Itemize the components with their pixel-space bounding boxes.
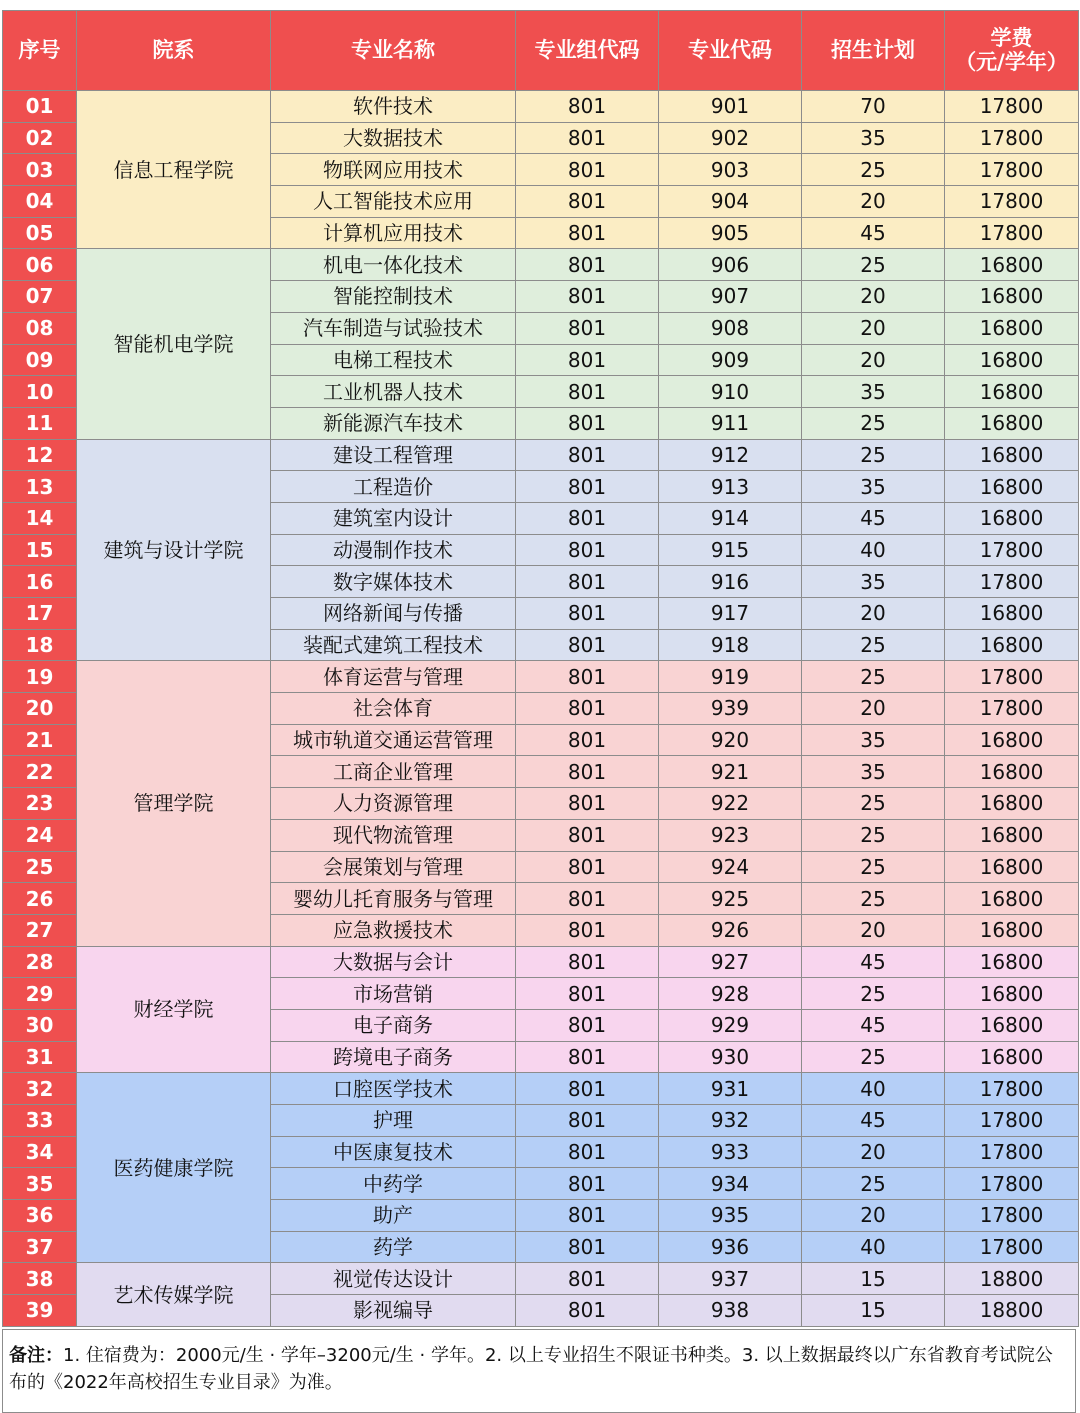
group-code-cell: 801 bbox=[516, 1200, 659, 1232]
plan-cell: 25 bbox=[802, 439, 945, 471]
header-major-name: 专业名称 bbox=[271, 11, 516, 91]
major-code-cell: 932 bbox=[659, 1105, 802, 1137]
group-code-cell: 801 bbox=[516, 1231, 659, 1263]
group-code-cell: 801 bbox=[516, 1168, 659, 1200]
header-group-code: 专业组代码 bbox=[516, 11, 659, 91]
tuition-cell: 16800 bbox=[945, 376, 1079, 408]
major-code-cell: 920 bbox=[659, 724, 802, 756]
seq-cell: 39 bbox=[3, 1295, 77, 1327]
tuition-cell: 16800 bbox=[945, 407, 1079, 439]
plan-cell: 25 bbox=[802, 407, 945, 439]
tuition-cell: 16800 bbox=[945, 724, 1079, 756]
seq-cell: 26 bbox=[3, 883, 77, 915]
header-department: 院系 bbox=[77, 11, 271, 91]
seq-cell: 28 bbox=[3, 946, 77, 978]
tuition-cell: 16800 bbox=[945, 851, 1079, 883]
group-code-cell: 801 bbox=[516, 344, 659, 376]
plan-cell: 35 bbox=[802, 376, 945, 408]
major-name-cell: 影视编导 bbox=[271, 1295, 516, 1327]
major-code-cell: 901 bbox=[659, 91, 802, 123]
table-row bbox=[3, 249, 1079, 281]
seq-cell: 06 bbox=[3, 249, 77, 281]
group-code-cell: 801 bbox=[516, 598, 659, 630]
department-cell: 医药健康学院 bbox=[77, 1073, 271, 1263]
tuition-cell: 17800 bbox=[945, 1168, 1079, 1200]
major-name-cell: 市场营销 bbox=[271, 978, 516, 1010]
plan-cell: 25 bbox=[802, 851, 945, 883]
major-code-cell: 937 bbox=[659, 1263, 802, 1295]
header-row bbox=[3, 11, 1079, 91]
tuition-cell: 16800 bbox=[945, 978, 1079, 1010]
major-name-cell: 口腔医学技术 bbox=[271, 1073, 516, 1105]
major-code-cell: 917 bbox=[659, 598, 802, 630]
seq-cell: 05 bbox=[3, 217, 77, 249]
major-code-cell: 902 bbox=[659, 122, 802, 154]
group-code-cell: 801 bbox=[516, 502, 659, 534]
group-code-cell: 801 bbox=[516, 154, 659, 186]
tuition-cell: 16800 bbox=[945, 439, 1079, 471]
major-code-cell: 922 bbox=[659, 788, 802, 820]
major-name-cell: 中药学 bbox=[271, 1168, 516, 1200]
group-code-cell: 801 bbox=[516, 1041, 659, 1073]
major-name-cell: 人力资源管理 bbox=[271, 788, 516, 820]
group-code-cell: 801 bbox=[516, 186, 659, 218]
tuition-cell: 16800 bbox=[945, 629, 1079, 661]
seq-cell: 17 bbox=[3, 598, 77, 630]
seq-cell: 31 bbox=[3, 1041, 77, 1073]
tuition-cell: 16800 bbox=[945, 312, 1079, 344]
header-major-code: 专业代码 bbox=[659, 11, 802, 91]
tuition-cell: 16800 bbox=[945, 1041, 1079, 1073]
major-name-cell: 数字媒体技术 bbox=[271, 566, 516, 598]
major-name-cell: 汽车制造与试验技术 bbox=[271, 312, 516, 344]
major-name-cell: 药学 bbox=[271, 1231, 516, 1263]
plan-cell: 35 bbox=[802, 122, 945, 154]
group-code-cell: 801 bbox=[516, 819, 659, 851]
major-name-cell: 视觉传达设计 bbox=[271, 1263, 516, 1295]
plan-cell: 70 bbox=[802, 91, 945, 123]
tuition-cell: 16800 bbox=[945, 946, 1079, 978]
plan-cell: 25 bbox=[802, 819, 945, 851]
major-name-cell: 应急救援技术 bbox=[271, 914, 516, 946]
major-name-cell: 大数据技术 bbox=[271, 122, 516, 154]
plan-cell: 20 bbox=[802, 914, 945, 946]
seq-cell: 20 bbox=[3, 693, 77, 725]
group-code-cell: 801 bbox=[516, 724, 659, 756]
major-code-cell: 930 bbox=[659, 1041, 802, 1073]
seq-cell: 03 bbox=[3, 154, 77, 186]
major-name-cell: 计算机应用技术 bbox=[271, 217, 516, 249]
major-code-cell: 939 bbox=[659, 693, 802, 725]
tuition-cell: 17800 bbox=[945, 122, 1079, 154]
tuition-cell: 16800 bbox=[945, 344, 1079, 376]
tuition-cell: 16800 bbox=[945, 756, 1079, 788]
plan-cell: 25 bbox=[802, 978, 945, 1010]
major-name-cell: 工业机器人技术 bbox=[271, 376, 516, 408]
seq-cell: 29 bbox=[3, 978, 77, 1010]
group-code-cell: 801 bbox=[516, 1295, 659, 1327]
plan-cell: 40 bbox=[802, 1073, 945, 1105]
table-header bbox=[3, 11, 1079, 91]
major-code-cell: 938 bbox=[659, 1295, 802, 1327]
plan-cell: 45 bbox=[802, 946, 945, 978]
seq-cell: 30 bbox=[3, 1009, 77, 1041]
tuition-cell: 16800 bbox=[945, 788, 1079, 820]
seq-cell: 22 bbox=[3, 756, 77, 788]
group-code-cell: 801 bbox=[516, 661, 659, 693]
major-code-cell: 929 bbox=[659, 1009, 802, 1041]
major-code-cell: 918 bbox=[659, 629, 802, 661]
group-code-cell: 801 bbox=[516, 788, 659, 820]
seq-cell: 23 bbox=[3, 788, 77, 820]
tuition-cell: 17800 bbox=[945, 1136, 1079, 1168]
major-name-cell: 智能控制技术 bbox=[271, 281, 516, 313]
footnote-label: 备注： bbox=[9, 1345, 63, 1366]
group-code-cell: 801 bbox=[516, 249, 659, 281]
seq-cell: 38 bbox=[3, 1263, 77, 1295]
seq-cell: 32 bbox=[3, 1073, 77, 1105]
group-code-cell: 801 bbox=[516, 629, 659, 661]
plan-cell: 20 bbox=[802, 344, 945, 376]
major-code-cell: 927 bbox=[659, 946, 802, 978]
tuition-cell: 17800 bbox=[945, 91, 1079, 123]
department-cell: 财经学院 bbox=[77, 946, 271, 1073]
major-code-cell: 935 bbox=[659, 1200, 802, 1232]
tuition-cell: 17800 bbox=[945, 1200, 1079, 1232]
table-row bbox=[3, 439, 1079, 471]
major-name-cell: 助产 bbox=[271, 1200, 516, 1232]
group-code-cell: 801 bbox=[516, 1073, 659, 1105]
major-name-cell: 装配式建筑工程技术 bbox=[271, 629, 516, 661]
major-name-cell: 建设工程管理 bbox=[271, 439, 516, 471]
major-code-cell: 905 bbox=[659, 217, 802, 249]
group-code-cell: 801 bbox=[516, 281, 659, 313]
tuition-cell: 17800 bbox=[945, 154, 1079, 186]
major-code-cell: 919 bbox=[659, 661, 802, 693]
major-code-cell: 903 bbox=[659, 154, 802, 186]
tuition-cell: 17800 bbox=[945, 1231, 1079, 1263]
major-name-cell: 物联网应用技术 bbox=[271, 154, 516, 186]
major-code-cell: 904 bbox=[659, 186, 802, 218]
tuition-cell: 17800 bbox=[945, 566, 1079, 598]
header-tuition: 学费 （元/学年） bbox=[945, 11, 1079, 91]
major-name-cell: 现代物流管理 bbox=[271, 819, 516, 851]
seq-cell: 01 bbox=[3, 91, 77, 123]
plan-cell: 25 bbox=[802, 883, 945, 915]
major-code-cell: 907 bbox=[659, 281, 802, 313]
department-cell: 信息工程学院 bbox=[77, 91, 271, 249]
major-code-cell: 914 bbox=[659, 502, 802, 534]
footnote bbox=[2, 1329, 1076, 1413]
plan-cell: 20 bbox=[802, 281, 945, 313]
major-code-cell: 915 bbox=[659, 534, 802, 566]
department-cell: 建筑与设计学院 bbox=[77, 439, 271, 661]
group-code-cell: 801 bbox=[516, 376, 659, 408]
tuition-cell: 17800 bbox=[945, 1105, 1079, 1137]
footnote-text: 1. 住宿费为：2000元/生 · 学年–3200元/生 · 学年。2. 以上专业招生不限证书种类。3. 以上数据最终以广东省教育考试院公布的《2022年高校招生专业目录》为准。 bbox=[9, 1345, 1053, 1393]
major-code-cell: 928 bbox=[659, 978, 802, 1010]
major-name-cell: 中医康复技术 bbox=[271, 1136, 516, 1168]
plan-cell: 20 bbox=[802, 186, 945, 218]
plan-cell: 35 bbox=[802, 756, 945, 788]
major-code-cell: 924 bbox=[659, 851, 802, 883]
table-row bbox=[3, 91, 1079, 123]
group-code-cell: 801 bbox=[516, 851, 659, 883]
group-code-cell: 801 bbox=[516, 1136, 659, 1168]
department-cell: 管理学院 bbox=[77, 661, 271, 946]
seq-cell: 02 bbox=[3, 122, 77, 154]
seq-cell: 37 bbox=[3, 1231, 77, 1263]
major-name-cell: 动漫制作技术 bbox=[271, 534, 516, 566]
major-code-cell: 909 bbox=[659, 344, 802, 376]
seq-cell: 18 bbox=[3, 629, 77, 661]
header-seq: 序号 bbox=[3, 11, 77, 91]
plan-cell: 40 bbox=[802, 534, 945, 566]
seq-cell: 16 bbox=[3, 566, 77, 598]
group-code-cell: 801 bbox=[516, 978, 659, 1010]
table-row bbox=[3, 661, 1079, 693]
plan-cell: 25 bbox=[802, 629, 945, 661]
group-code-cell: 801 bbox=[516, 946, 659, 978]
major-code-cell: 911 bbox=[659, 407, 802, 439]
table-row bbox=[3, 1073, 1079, 1105]
seq-cell: 13 bbox=[3, 471, 77, 503]
group-code-cell: 801 bbox=[516, 471, 659, 503]
plan-cell: 45 bbox=[802, 502, 945, 534]
department-cell: 智能机电学院 bbox=[77, 249, 271, 439]
tuition-cell: 16800 bbox=[945, 249, 1079, 281]
seq-cell: 14 bbox=[3, 502, 77, 534]
plan-cell: 25 bbox=[802, 1041, 945, 1073]
seq-cell: 10 bbox=[3, 376, 77, 408]
tuition-cell: 16800 bbox=[945, 598, 1079, 630]
plan-cell: 35 bbox=[802, 471, 945, 503]
major-name-cell: 体育运营与管理 bbox=[271, 661, 516, 693]
table-body bbox=[3, 91, 1079, 1327]
group-code-cell: 801 bbox=[516, 1263, 659, 1295]
major-code-cell: 926 bbox=[659, 914, 802, 946]
seq-cell: 34 bbox=[3, 1136, 77, 1168]
plan-cell: 25 bbox=[802, 154, 945, 186]
tuition-cell: 18800 bbox=[945, 1295, 1079, 1327]
tuition-cell: 16800 bbox=[945, 471, 1079, 503]
tuition-cell: 16800 bbox=[945, 819, 1079, 851]
group-code-cell: 801 bbox=[516, 914, 659, 946]
major-name-cell: 机电一体化技术 bbox=[271, 249, 516, 281]
plan-cell: 25 bbox=[802, 661, 945, 693]
group-code-cell: 801 bbox=[516, 1105, 659, 1137]
group-code-cell: 801 bbox=[516, 534, 659, 566]
major-name-cell: 会展策划与管理 bbox=[271, 851, 516, 883]
header-enrollment-plan: 招生计划 bbox=[802, 11, 945, 91]
major-code-cell: 910 bbox=[659, 376, 802, 408]
seq-cell: 15 bbox=[3, 534, 77, 566]
seq-cell: 27 bbox=[3, 914, 77, 946]
group-code-cell: 801 bbox=[516, 883, 659, 915]
tuition-cell: 16800 bbox=[945, 281, 1079, 313]
major-name-cell: 人工智能技术应用 bbox=[271, 186, 516, 218]
plan-cell: 20 bbox=[802, 693, 945, 725]
seq-cell: 07 bbox=[3, 281, 77, 313]
major-code-cell: 934 bbox=[659, 1168, 802, 1200]
major-code-cell: 912 bbox=[659, 439, 802, 471]
seq-cell: 35 bbox=[3, 1168, 77, 1200]
major-name-cell: 建筑室内设计 bbox=[271, 502, 516, 534]
major-code-cell: 908 bbox=[659, 312, 802, 344]
enrollment-table bbox=[2, 10, 1079, 1327]
major-code-cell: 936 bbox=[659, 1231, 802, 1263]
major-name-cell: 工程造价 bbox=[271, 471, 516, 503]
plan-cell: 25 bbox=[802, 249, 945, 281]
plan-cell: 25 bbox=[802, 1168, 945, 1200]
major-name-cell: 社会体育 bbox=[271, 693, 516, 725]
major-code-cell: 931 bbox=[659, 1073, 802, 1105]
seq-cell: 24 bbox=[3, 819, 77, 851]
group-code-cell: 801 bbox=[516, 407, 659, 439]
seq-cell: 11 bbox=[3, 407, 77, 439]
group-code-cell: 801 bbox=[516, 693, 659, 725]
group-code-cell: 801 bbox=[516, 217, 659, 249]
plan-cell: 35 bbox=[802, 724, 945, 756]
plan-cell: 45 bbox=[802, 1105, 945, 1137]
major-code-cell: 921 bbox=[659, 756, 802, 788]
major-code-cell: 923 bbox=[659, 819, 802, 851]
seq-cell: 08 bbox=[3, 312, 77, 344]
plan-cell: 45 bbox=[802, 1009, 945, 1041]
group-code-cell: 801 bbox=[516, 756, 659, 788]
major-name-cell: 大数据与会计 bbox=[271, 946, 516, 978]
plan-cell: 20 bbox=[802, 1136, 945, 1168]
plan-cell: 20 bbox=[802, 598, 945, 630]
plan-cell: 20 bbox=[802, 1200, 945, 1232]
tuition-cell: 18800 bbox=[945, 1263, 1079, 1295]
plan-cell: 25 bbox=[802, 788, 945, 820]
tuition-cell: 17800 bbox=[945, 217, 1079, 249]
group-code-cell: 801 bbox=[516, 566, 659, 598]
major-name-cell: 婴幼儿托育服务与管理 bbox=[271, 883, 516, 915]
major-code-cell: 913 bbox=[659, 471, 802, 503]
tuition-cell: 16800 bbox=[945, 883, 1079, 915]
tuition-cell: 16800 bbox=[945, 502, 1079, 534]
group-code-cell: 801 bbox=[516, 312, 659, 344]
seq-cell: 25 bbox=[3, 851, 77, 883]
seq-cell: 36 bbox=[3, 1200, 77, 1232]
tuition-cell: 17800 bbox=[945, 693, 1079, 725]
major-code-cell: 916 bbox=[659, 566, 802, 598]
department-cell: 艺术传媒学院 bbox=[77, 1263, 271, 1326]
plan-cell: 45 bbox=[802, 217, 945, 249]
major-name-cell: 城市轨道交通运营管理 bbox=[271, 724, 516, 756]
seq-cell: 19 bbox=[3, 661, 77, 693]
tuition-cell: 17800 bbox=[945, 534, 1079, 566]
major-name-cell: 电梯工程技术 bbox=[271, 344, 516, 376]
plan-cell: 20 bbox=[802, 312, 945, 344]
major-name-cell: 软件技术 bbox=[271, 91, 516, 123]
major-name-cell: 电子商务 bbox=[271, 1009, 516, 1041]
seq-cell: 12 bbox=[3, 439, 77, 471]
group-code-cell: 801 bbox=[516, 439, 659, 471]
tuition-cell: 16800 bbox=[945, 1009, 1079, 1041]
tuition-cell: 17800 bbox=[945, 1073, 1079, 1105]
plan-cell: 15 bbox=[802, 1263, 945, 1295]
seq-cell: 09 bbox=[3, 344, 77, 376]
seq-cell: 04 bbox=[3, 186, 77, 218]
group-code-cell: 801 bbox=[516, 91, 659, 123]
plan-cell: 35 bbox=[802, 566, 945, 598]
major-code-cell: 906 bbox=[659, 249, 802, 281]
plan-cell: 15 bbox=[802, 1295, 945, 1327]
major-name-cell: 新能源汽车技术 bbox=[271, 407, 516, 439]
major-name-cell: 护理 bbox=[271, 1105, 516, 1137]
table-row bbox=[3, 1263, 1079, 1295]
tuition-cell: 17800 bbox=[945, 186, 1079, 218]
seq-cell: 33 bbox=[3, 1105, 77, 1137]
tuition-cell: 16800 bbox=[945, 914, 1079, 946]
tuition-cell: 17800 bbox=[945, 661, 1079, 693]
major-code-cell: 933 bbox=[659, 1136, 802, 1168]
major-name-cell: 跨境电子商务 bbox=[271, 1041, 516, 1073]
plan-cell: 40 bbox=[802, 1231, 945, 1263]
table-row bbox=[3, 946, 1079, 978]
major-name-cell: 工商企业管理 bbox=[271, 756, 516, 788]
major-code-cell: 925 bbox=[659, 883, 802, 915]
group-code-cell: 801 bbox=[516, 122, 659, 154]
seq-cell: 21 bbox=[3, 724, 77, 756]
group-code-cell: 801 bbox=[516, 1009, 659, 1041]
major-name-cell: 网络新闻与传播 bbox=[271, 598, 516, 630]
